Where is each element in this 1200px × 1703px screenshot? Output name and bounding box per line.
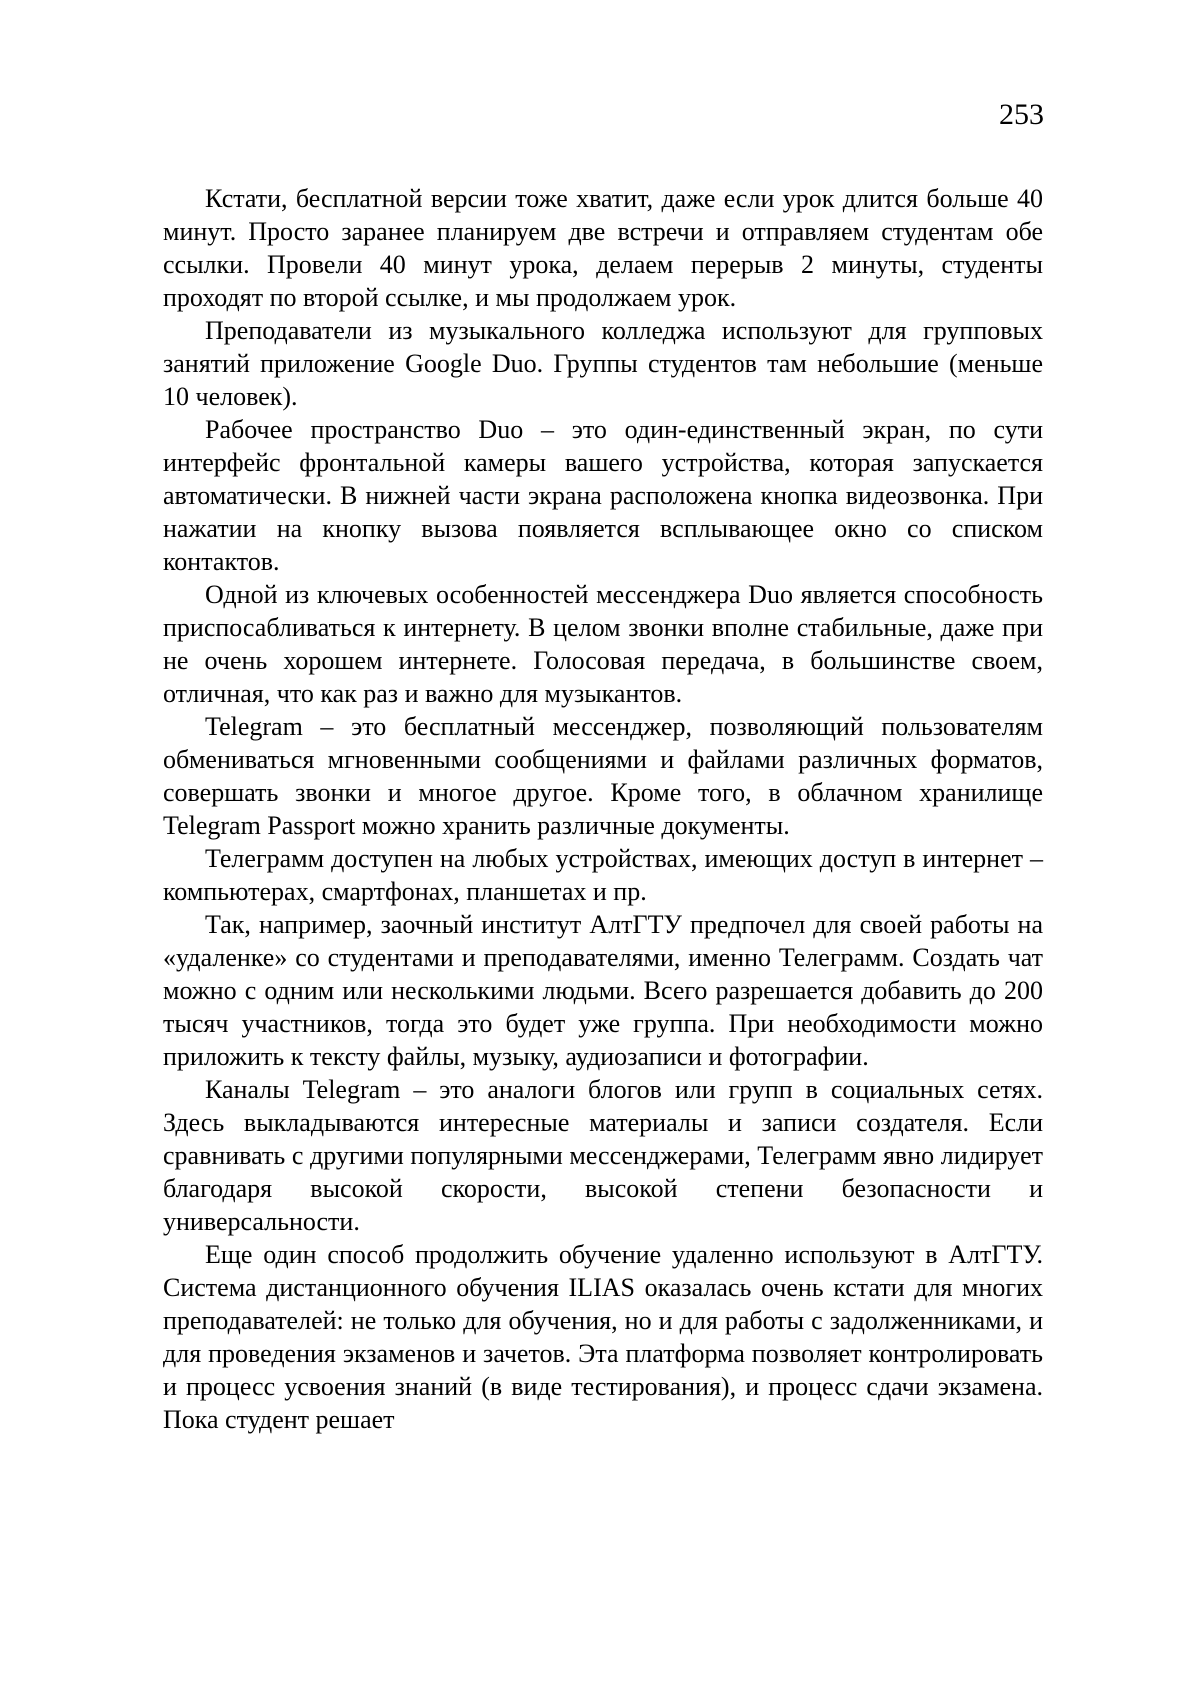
paragraph: Telegram – это бесплатный мессенджер, позволяющий пользо­вателям обмениваться мгновенными сообщениями и файлами различных форматов, совершать звонки и многое другое. Кроме того, в облачном хранилище Telegram Passport можно хранить различные документы. <box>163 710 1043 842</box>
paragraph: Еще один способ продолжить обучение удаленно используют в АлтГТУ. Система дистанционного обучения ILIAS оказалась очень кстати для многих преподавателей: не только для обучения, но и для работы с задолженниками, и для проведения экзаменов и зачетов. Эта платформа позволяет контролировать и процесс усвоения знаний (в виде тестирования), и процесс сдачи экзамена. Пока студент решает <box>163 1238 1043 1436</box>
paragraph: Каналы Telegram – это аналоги блогов или групп в социальных сетях. Здесь выкладываются интересные материалы и записи создателя. Если сравнивать с другими популярными мессенджерами, Телеграмм явно лидирует благодаря высокой скорости, высокой степени безопасности и универсальности. <box>163 1073 1043 1238</box>
document-page <box>0 0 1200 1703</box>
paragraph: Одной из ключевых особенностей мессенджера Duo является способность приспосабливаться к интернету. В целом звонки вполне стабильные, даже при не очень хорошем интернете. Голосовая передача, в большинстве своем, отличная, что как раз и важно для музыкантов. <box>163 578 1043 710</box>
body-text <box>163 182 1043 1436</box>
paragraph: Преподаватели из музыкального колледжа используют для групповых занятий приложение Google Duo. Группы студентов там небольшие (меньше 10 человек). <box>163 314 1043 413</box>
paragraph: Так, например, заочный институт АлтГТУ предпочел для своей работы на «удаленке» со студентами и преподавателями, именно Телеграмм. Создать чат можно с одним или несколькими людьми. Всего разрешается добавить до 200 тысяч участников, тогда это будет уже группа. При необходимости можно приложить к тексту файлы, музыку, аудиозаписи и фотографии. <box>163 908 1043 1073</box>
page-number: 253 <box>999 100 1044 130</box>
paragraph: Телеграмм доступен на любых устройствах, имеющих доступ в интернет – компьютерах, смартфонах, планшетах и пр. <box>163 842 1043 908</box>
paragraph: Рабочее пространство Duo – это один-единственный экран, по сути интерфейс фронтальной камеры вашего устройства, которая запуска­ется автоматически. В нижней части экрана расположена кнопка видеозвонка. При нажатии на кнопку вызова появляется всплывающее окно со списком контактов. <box>163 413 1043 578</box>
paragraph: Кстати, бесплатной версии тоже хватит, даже если урок длится больше 40 минут. Просто заранее планируем две встречи и отправляем студентам обе ссылки. Провели 40 минут урока, делаем перерыв 2 минуты, студенты проходят по второй ссылке, и мы продолжаем урок. <box>163 182 1043 314</box>
